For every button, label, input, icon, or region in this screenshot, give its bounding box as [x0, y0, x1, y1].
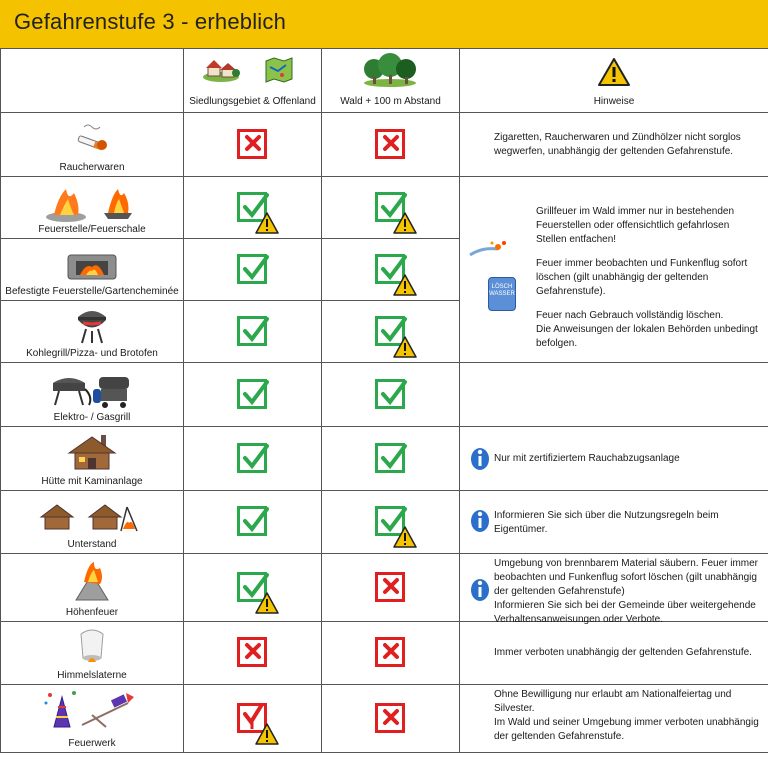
activity-cell — [1, 622, 184, 685]
note-cell — [460, 622, 768, 685]
header-empty-cell — [1, 49, 184, 113]
table-row — [1, 622, 768, 685]
note-fire-p2: Feuer immer beobachten und Funkenflug sofort löschen (gilt unabhängig der geltenden Gefahrenstufe). — [536, 258, 748, 297]
extinguisher-label: LÖSCH WASSER — [489, 284, 515, 297]
electric-gas-grill-icon — [49, 369, 135, 409]
caution-icon — [393, 274, 417, 296]
activity-cell — [1, 113, 184, 177]
allowed-icon — [237, 443, 267, 473]
bonfire-icon — [72, 560, 112, 604]
extinguisher-icon — [488, 277, 516, 311]
charcoal-grill-icon — [74, 305, 110, 345]
wald-status — [322, 113, 460, 177]
forbidden-icon — [375, 129, 405, 159]
note-huette: Nur mit zertifiziertem Rauchabzugsanlage — [494, 453, 680, 464]
note-cell-empty — [460, 363, 768, 427]
fireworks-icon — [42, 689, 142, 731]
activity-cell — [1, 239, 184, 301]
activity-label: Unterstand — [67, 539, 117, 550]
wald-status — [322, 491, 460, 554]
activity-label: Feuerstelle/Feuerschale — [38, 224, 146, 235]
header-siedlung — [184, 49, 322, 113]
forbidden-icon — [375, 572, 405, 602]
activity-label: Befestigte Feuerstelle/Gartencheminée — [5, 286, 179, 297]
wald-status — [322, 363, 460, 427]
note-feuerwerk-p1: Ohne Bewilligung nur erlaubt am Nationalfeiertag und Silvester. — [494, 689, 732, 714]
caution-icon — [255, 723, 279, 745]
activity-cell — [1, 363, 184, 427]
note-cell — [460, 685, 768, 753]
note-fire-p3: Feuer nach Gebrauch vollständig löschen. — [536, 310, 724, 321]
header-wald — [322, 49, 460, 113]
activity-cell — [1, 427, 184, 491]
column-label-wald: Wald + 100 m Abstand — [340, 96, 441, 107]
note-cell — [460, 113, 768, 177]
siedlung-status — [184, 427, 322, 491]
activity-cell — [1, 554, 184, 622]
caution-icon — [393, 336, 417, 358]
table-row — [1, 427, 768, 491]
info-icon — [470, 576, 490, 602]
activity-cell — [1, 301, 184, 363]
column-label-hinweise: Hinweise — [593, 96, 635, 107]
wald-status — [322, 177, 460, 239]
wald-status — [322, 622, 460, 685]
caution-icon — [255, 212, 279, 234]
map-icon — [264, 55, 294, 83]
activity-cell — [1, 491, 184, 554]
shelter-icon — [37, 499, 147, 535]
note-himmelslaterne: Immer verboten unabhängig der geltenden Gefahrenstufe. — [494, 647, 752, 658]
activity-label: Kohlegrill/Pizza- und Brotofen — [26, 348, 158, 359]
fireplace-icon — [64, 249, 120, 283]
cigarette-icon — [70, 121, 114, 155]
wald-status — [322, 427, 460, 491]
allowed-icon — [237, 506, 267, 536]
forest-icon — [362, 53, 418, 87]
table-row — [1, 177, 768, 239]
forbidden-icon — [375, 637, 405, 667]
title-bar — [0, 0, 768, 49]
activity-cell — [1, 177, 184, 239]
siedlung-status — [184, 363, 322, 427]
table-row — [1, 554, 768, 622]
allowed-icon — [237, 379, 267, 409]
wald-status — [322, 554, 460, 622]
siedlung-status — [184, 301, 322, 363]
caution-icon — [255, 592, 279, 614]
settlement-icon — [202, 55, 240, 83]
allowed-icon — [375, 379, 405, 409]
activity-label: Raucherwaren — [59, 162, 125, 173]
forbidden-icon — [375, 703, 405, 733]
wald-status — [322, 685, 460, 753]
activity-label: Elektro- / Gasgrill — [53, 412, 131, 423]
note-fire-p1: Grillfeuer im Wald immer nur in bestehenden Feuerstellen oder offensichtlich gefahrlosen Stellen entfachen! — [536, 206, 735, 245]
table-row — [1, 491, 768, 554]
table-row — [1, 685, 768, 753]
fire-rules-table — [0, 48, 768, 753]
page-title: Gefahrenstufe 3 - erheblich — [14, 9, 286, 34]
wald-status — [322, 301, 460, 363]
info-icon — [470, 445, 490, 471]
caution-icon — [393, 526, 417, 548]
activity-label: Himmelslaterne — [57, 670, 127, 681]
siedlung-status — [184, 622, 322, 685]
siedlung-status — [184, 685, 322, 753]
sky-lantern-icon — [75, 628, 109, 668]
forbidden-icon — [237, 129, 267, 159]
allowed-icon — [237, 254, 267, 284]
activity-label: Hütte mit Kaminanlage — [41, 476, 143, 487]
wald-status — [322, 239, 460, 301]
sparks-icon — [468, 239, 508, 261]
note-raucherwaren: Zigaretten, Raucherwaren und Zündhölzer nicht sorglos wegwerfen, unabhängig der geltenden Gefahrenstufe. — [494, 132, 741, 157]
activity-cell — [1, 685, 184, 753]
header-hinweise — [460, 49, 768, 113]
activity-label: Höhenfeuer — [65, 607, 119, 618]
siedlung-status — [184, 491, 322, 554]
note-unterstand: Informieren Sie sich über die Nutzungsregeln beim Eigentümer. — [494, 510, 719, 535]
allowed-icon — [237, 316, 267, 346]
siedlung-status — [184, 239, 322, 301]
activity-label: Feuerwerk — [68, 738, 116, 749]
hut-icon — [67, 433, 117, 473]
note-cell — [460, 491, 768, 554]
note-cell — [460, 427, 768, 491]
siedlung-status — [184, 113, 322, 177]
warning-icon — [597, 57, 631, 87]
column-label-siedlung: Siedlungsgebiet & Offenland — [189, 96, 316, 107]
allowed-icon — [375, 443, 405, 473]
caution-icon — [393, 212, 417, 234]
siedlung-status — [184, 554, 322, 622]
note-hoehenfeuer-p2: Informieren Sie sich bei der Gemeinde über weitergehende Verhaltensanweisungen oder Verbote. — [494, 600, 756, 625]
note-cell-fire — [460, 177, 768, 363]
table-header-row — [1, 49, 768, 113]
siedlung-status — [184, 177, 322, 239]
note-feuerwerk-p2: Im Wald und seiner Umgebung immer verboten unabhängig der geltenden Gefahrenstufe. — [494, 717, 759, 742]
note-fire-p4: Die Anweisungen der lokalen Behörden unbedingt befolgen. — [536, 324, 758, 349]
note-hoehenfeuer-p1: Umgebung von brennbarem Material säubern. Feuer immer beobachten und Funkenflug sofort löschen (gilt unabhängig der geltenden Gefahrenstufe) — [494, 558, 759, 597]
forbidden-icon — [237, 637, 267, 667]
table-row — [1, 113, 768, 177]
note-cell — [460, 554, 768, 625]
table-row — [1, 363, 768, 427]
campfire-icon — [44, 183, 140, 223]
info-icon — [470, 507, 490, 533]
